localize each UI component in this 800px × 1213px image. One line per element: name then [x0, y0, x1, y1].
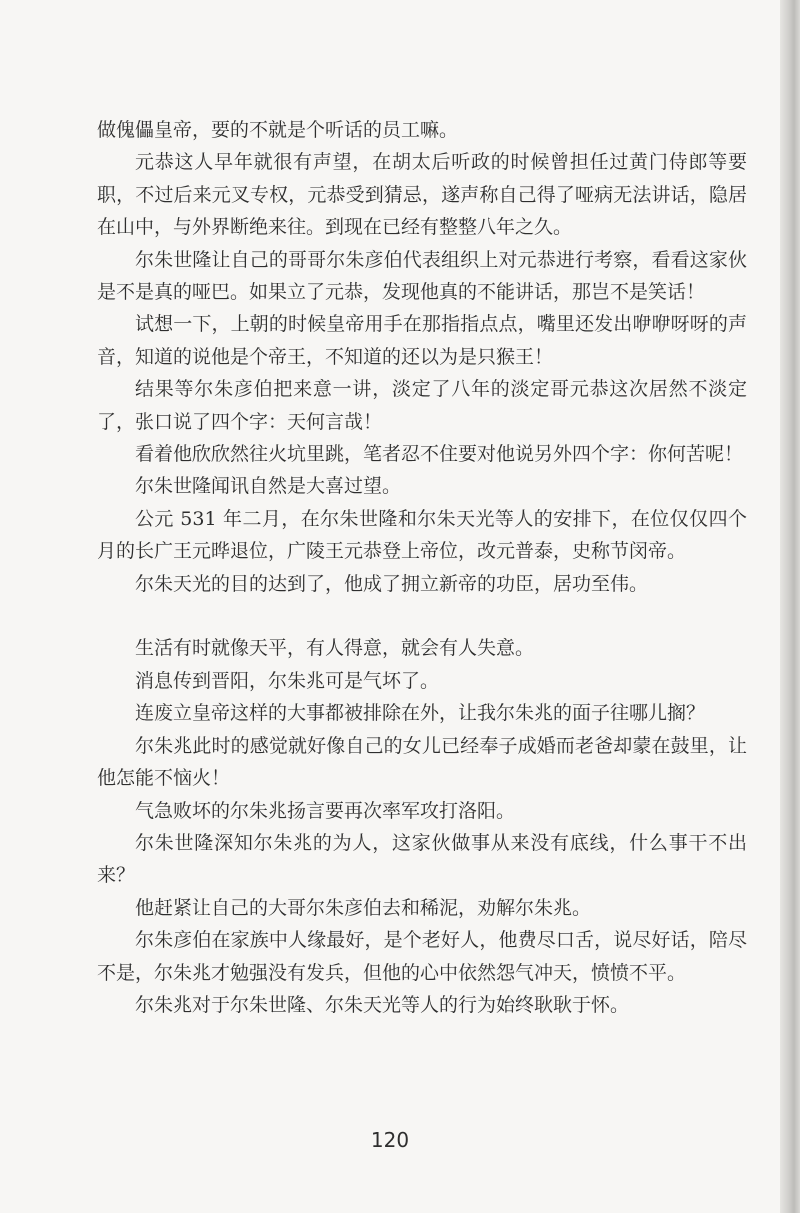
paragraph: 尔朱兆对于尔朱世隆、尔朱天光等人的行为始终耿耿于怀。	[135, 993, 630, 1016]
paragraph: 公元 531 年二月，在尔朱世隆和尔朱天光等人的安排下，在位仅仅四个月的长广王元晔退位，广陵王元恭登上帝位，改元普泰，史称节闵帝。	[97, 507, 747, 563]
paragraph: 试想一下，上朝的时候皇帝用手在那指指点点，嘴里还发出咿咿呀呀的声音，知道的说他是个帝王，不知道的还以为是只猴王！	[97, 313, 747, 368]
paragraph: 尔朱世隆闻讯自然是大喜过望。	[135, 475, 402, 498]
paragraph: 他赶紧让自己的大哥尔朱彦伯去和稀泥，劝解尔朱兆。	[135, 896, 592, 919]
section-break	[97, 600, 747, 632]
paragraph: 气急败坏的尔朱兆扬言要再次率军攻打洛阳。	[135, 799, 516, 822]
paragraph: 做傀儡皇帝，要的不就是个听话的员工嘛。	[97, 119, 459, 141]
paragraph: 看着他欣欣然往火坑里跳，笔者忍不住要对他说另外四个字：你何苦呢！	[135, 443, 744, 466]
book-spine	[780, 0, 800, 1213]
page-number: 120	[370, 1128, 410, 1152]
paragraph: 尔朱天光的目的达到了，他成了拥立新帝的功臣，居功至伟。	[135, 572, 649, 595]
body-text	[97, 114, 747, 1021]
paragraph: 元恭这人早年就很有声望，在胡太后听政的时候曾担任过黄门侍郎等要职，不过后来元叉专权，元恭受到猜忌，遂声称自己得了哑病无法讲话，隐居在山中，与外界断绝来往。到现在已经有整整八年之久。	[97, 151, 747, 239]
paragraph: 消息传到晋阳，尔朱兆可是气坏了。	[135, 669, 440, 692]
paragraph: 尔朱兆此时的感觉就好像自己的女儿已经奉子成婚而老爸却蒙在鼓里，让他怎能不恼火！	[97, 734, 747, 790]
paragraph: 尔朱世隆让自己的哥哥尔朱彦伯代表组织上对元恭进行考察，看看这家伙是不是真的哑巴。如果立了元恭，发现他真的不能讲话，那岂不是笑话！	[97, 248, 747, 304]
paragraph: 连废立皇帝这样的大事都被排除在外，让我尔朱兆的面子往哪儿搁？	[135, 702, 706, 725]
paragraph: 结果等尔朱彦伯把来意一讲，淡定了八年的淡定哥元恭这次居然不淡定了，张口说了四个字：天何言哉！	[97, 378, 747, 433]
paragraph: 尔朱彦伯在家族中人缘最好，是个老好人，他费尽口舌，说尽好话，陪尽不是，尔朱兆才勉强没有发兵，但他的心中依然怨气冲天，愤愤不平。	[97, 929, 747, 984]
paragraph: 尔朱世隆深知尔朱兆的为人，这家伙做事从来没有底线，什么事干不出来？	[97, 831, 747, 887]
paragraph: 生活有时就像天平，有人得意，就会有人失意。	[135, 637, 535, 660]
